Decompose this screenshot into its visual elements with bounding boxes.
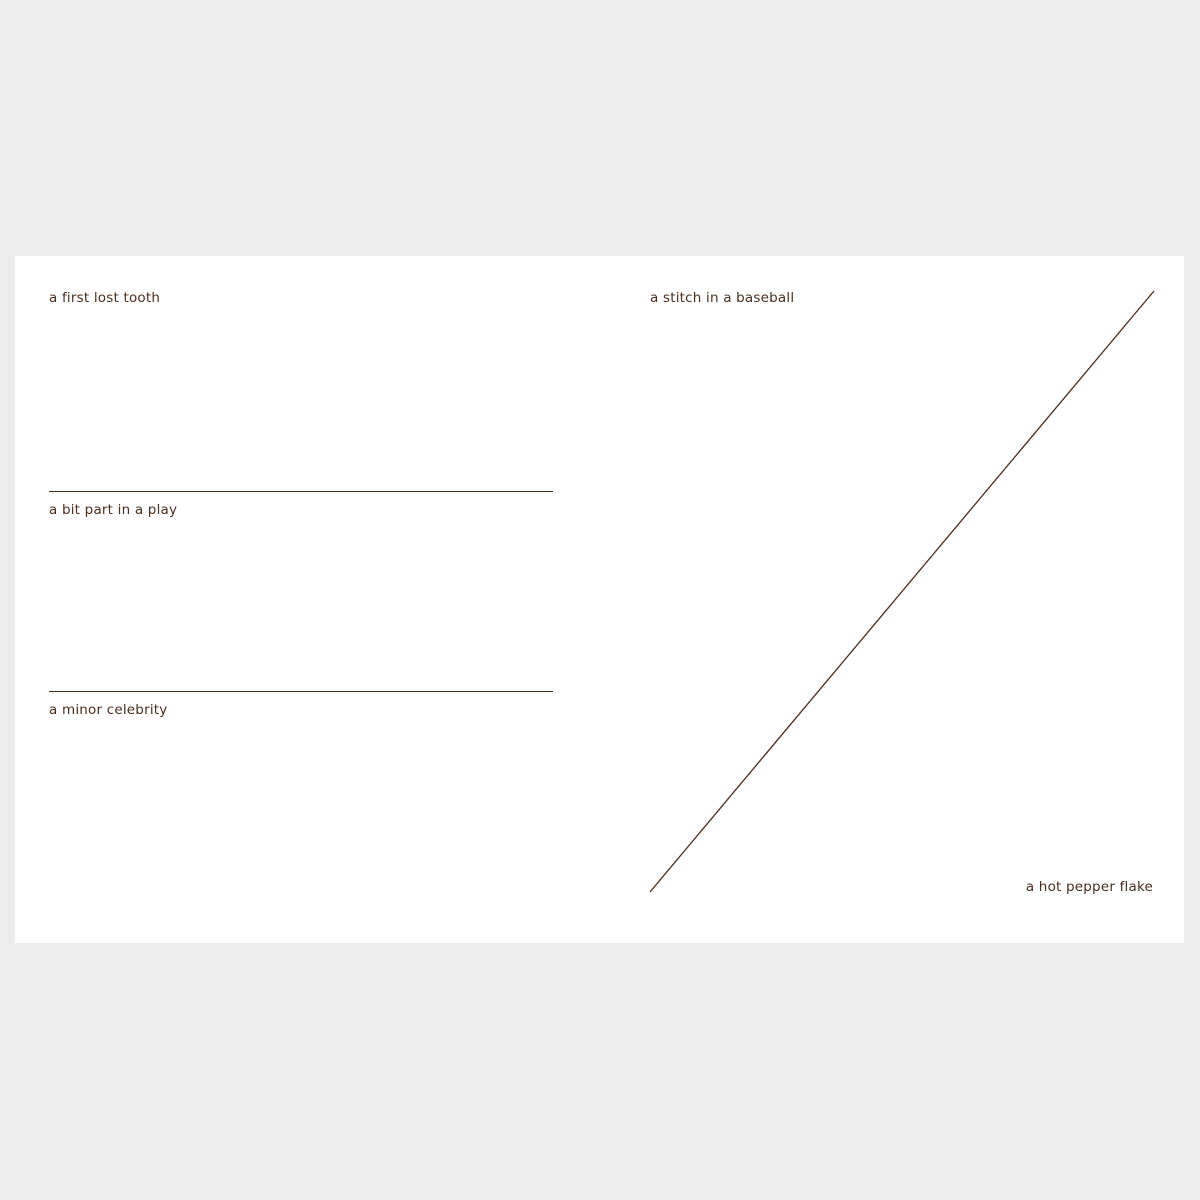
label-stitch-in-a-baseball: a stitch in a baseball (650, 290, 795, 306)
diagonal-line (15, 256, 1184, 943)
book-spread (15, 256, 1184, 943)
label-minor-celebrity: a minor celebrity (49, 702, 168, 718)
label-first-lost-tooth: a first lost tooth (49, 290, 161, 306)
label-bit-part-in-a-play: a bit part in a play (49, 502, 178, 518)
diagonal-stroke (650, 291, 1154, 892)
label-hot-pepper-flake: a hot pepper flake (1025, 879, 1153, 895)
